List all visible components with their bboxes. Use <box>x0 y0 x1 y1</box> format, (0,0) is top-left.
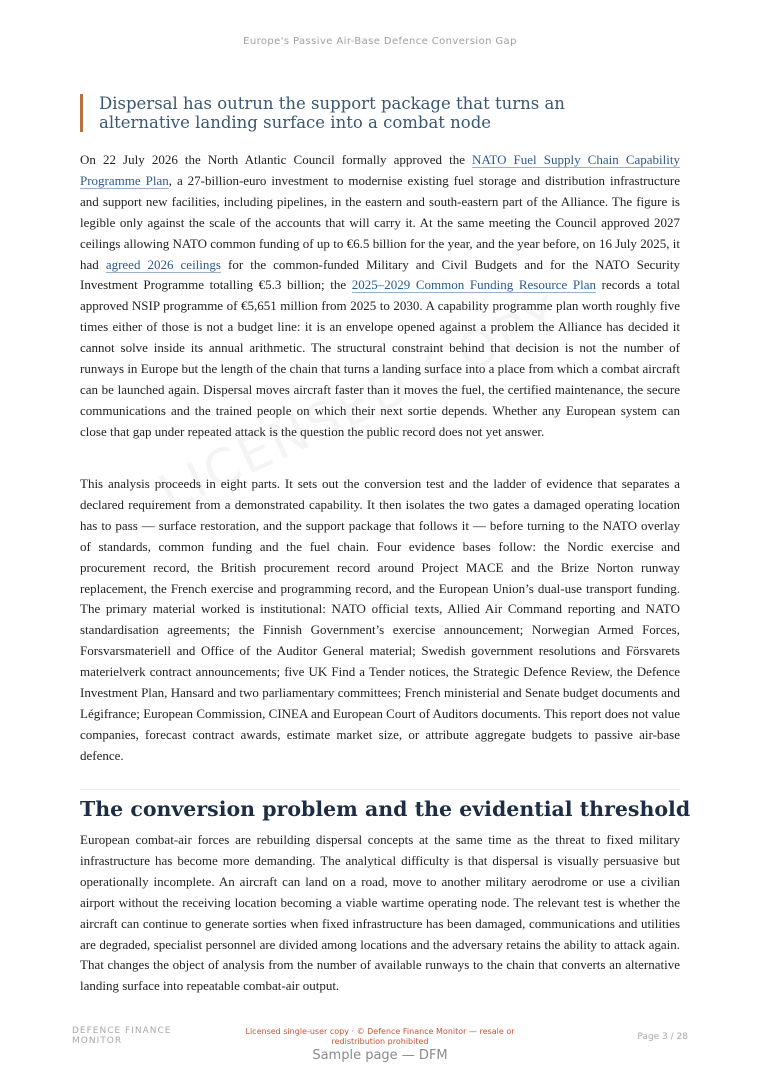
body-paragraph-3 <box>80 830 680 997</box>
section-divider <box>80 789 680 790</box>
paragraph-text-segment: On 22 July 2026 the North Atlantic Council formally approved the <box>80 152 473 167</box>
paragraph-text-segment: records a total approved NSIP programme of €5,651 million from 2025 to 2030. A capability programme plan worth roughly five times either of those is not a budget line: it is an envelope opened against a problem the Alliance has decided it cannot solve inside its annual arithmetic. The structural constraint behind that decision is not the number of runways in Europe but the length of the chain that turns a landing surface into a place from which a combat aircraft can be launched again. Dispersal moves aircraft faster than it moves the fuel, the certified maintenance, the secure communications and the trained people on which their next sortie depends. Whether any European system can close that gap under repeated attack is the question the public record does not yet answer. <box>80 277 681 439</box>
footer-page-number: Page 3 / 28 <box>637 1032 688 1042</box>
paragraph-text-segment: , a 27-billion-euro investment to modernise existing fuel storage and distribution infrastructure and support new facilities, including pipelines, in the eastern and south-eastern part of the Alliance. The figure is legible only against the scale of the accounts that will carry it. At the same meeting the Council approved 2027 ceilings allowing NATO common funding of up to €6.5 billion for the year, and the year before, on 16 July 2025, it had <box>80 172 680 272</box>
paragraph-text-segment: for the common-funded Military and Civil Budgets and for the NATO Security Investment Programme totalling €5.3 billion; the <box>80 256 680 293</box>
section-heading: The conversion problem and the evidential threshold <box>80 797 691 821</box>
body-paragraph-2 <box>80 474 680 767</box>
footer-brand <box>72 1026 202 1046</box>
paragraph-text: This analysis proceeds in eight parts. It sets out the conversion test and the ladder of evidence that separates a declared requirement from a demonstrated capability. It then isolates the two gates a damaged operating location has to pass — surface restoration, and the support package that follows it — before turning to the NATO overlay of standards, common funding and the fuel chain. Four evidence bases follow: the Nordic exercise and procurement record, the British procurement record around Project MACE and the Brize Norton runway replacement, the French exercise and programming record, and the European Union’s dual-use transport funding. The primary material worked is institutional: NATO official texts, Allied Air Command reporting and NATO standardisation agreements; the Finnish Government’s exercise announcement; Norwegian Armed Forces, Forsvarsmateriell and Office of the Auditor General material; Swedish government resolutions and Försvarets materielverk contract announcements; five UK Find a Tender notices, the Strategic Defence Review, the Defence Investment Plan, Hansard and two parliamentary committees; French ministerial and Senate budget documents and Légifrance; European Commission, CINEA and European Court of Auditors documents. This report does not value companies, forecast contract awards, estimate market size, or attribute aggregate budgets to passive air-base defence. <box>80 476 680 763</box>
footer-brand-line: DEFENCE FINANCE <box>72 1026 172 1036</box>
sample-page-label: Sample page — DFM <box>312 1048 448 1063</box>
footer-license-notice: Licensed single-user copy · © Defence Finance Monitor — resale or redistribution prohibited <box>245 1027 515 1046</box>
link-common-funding-resource-plan[interactable]: 2025–2029 Common Funding Resource Plan <box>351 277 596 293</box>
footer-brand-line: MONITOR <box>72 1036 123 1046</box>
link-agreed-2026-ceilings[interactable]: agreed 2026 ceilings <box>105 256 221 272</box>
body-paragraph-1 <box>80 150 680 443</box>
link-nato-fuel-supply-chain-plan[interactable]: NATO Fuel Supply Chain Capability Programme Plan <box>80 152 680 188</box>
running-header-title: Europe's Passive Air-Base Defence Conversion Gap <box>243 36 517 47</box>
pull-quote-callout: Dispersal has outrun the support package that turns an alternative landing surface into a combat node <box>80 94 659 132</box>
paragraph-text: European combat-air forces are rebuilding dispersal concepts at the same time as the threat to fixed military infrastructure has become more demanding. The analytical difficulty is that dispersal is visually persuasive but operationally incomplete. An aircraft can land on a road, move to another military aerodrome or use a civilian airport without the receiving location becoming a viable wartime operating node. The relevant test is whether the aircraft can continue to generate sorties when fixed infrastructure has been damaged, communications and utilities are degraded, specialist personnel are divided among locations and the adversary retains the ability to attack again. That changes the object of analysis from the number of available runways to the chain that converts an alternative landing surface into repeatable combat-air output. <box>80 832 680 994</box>
